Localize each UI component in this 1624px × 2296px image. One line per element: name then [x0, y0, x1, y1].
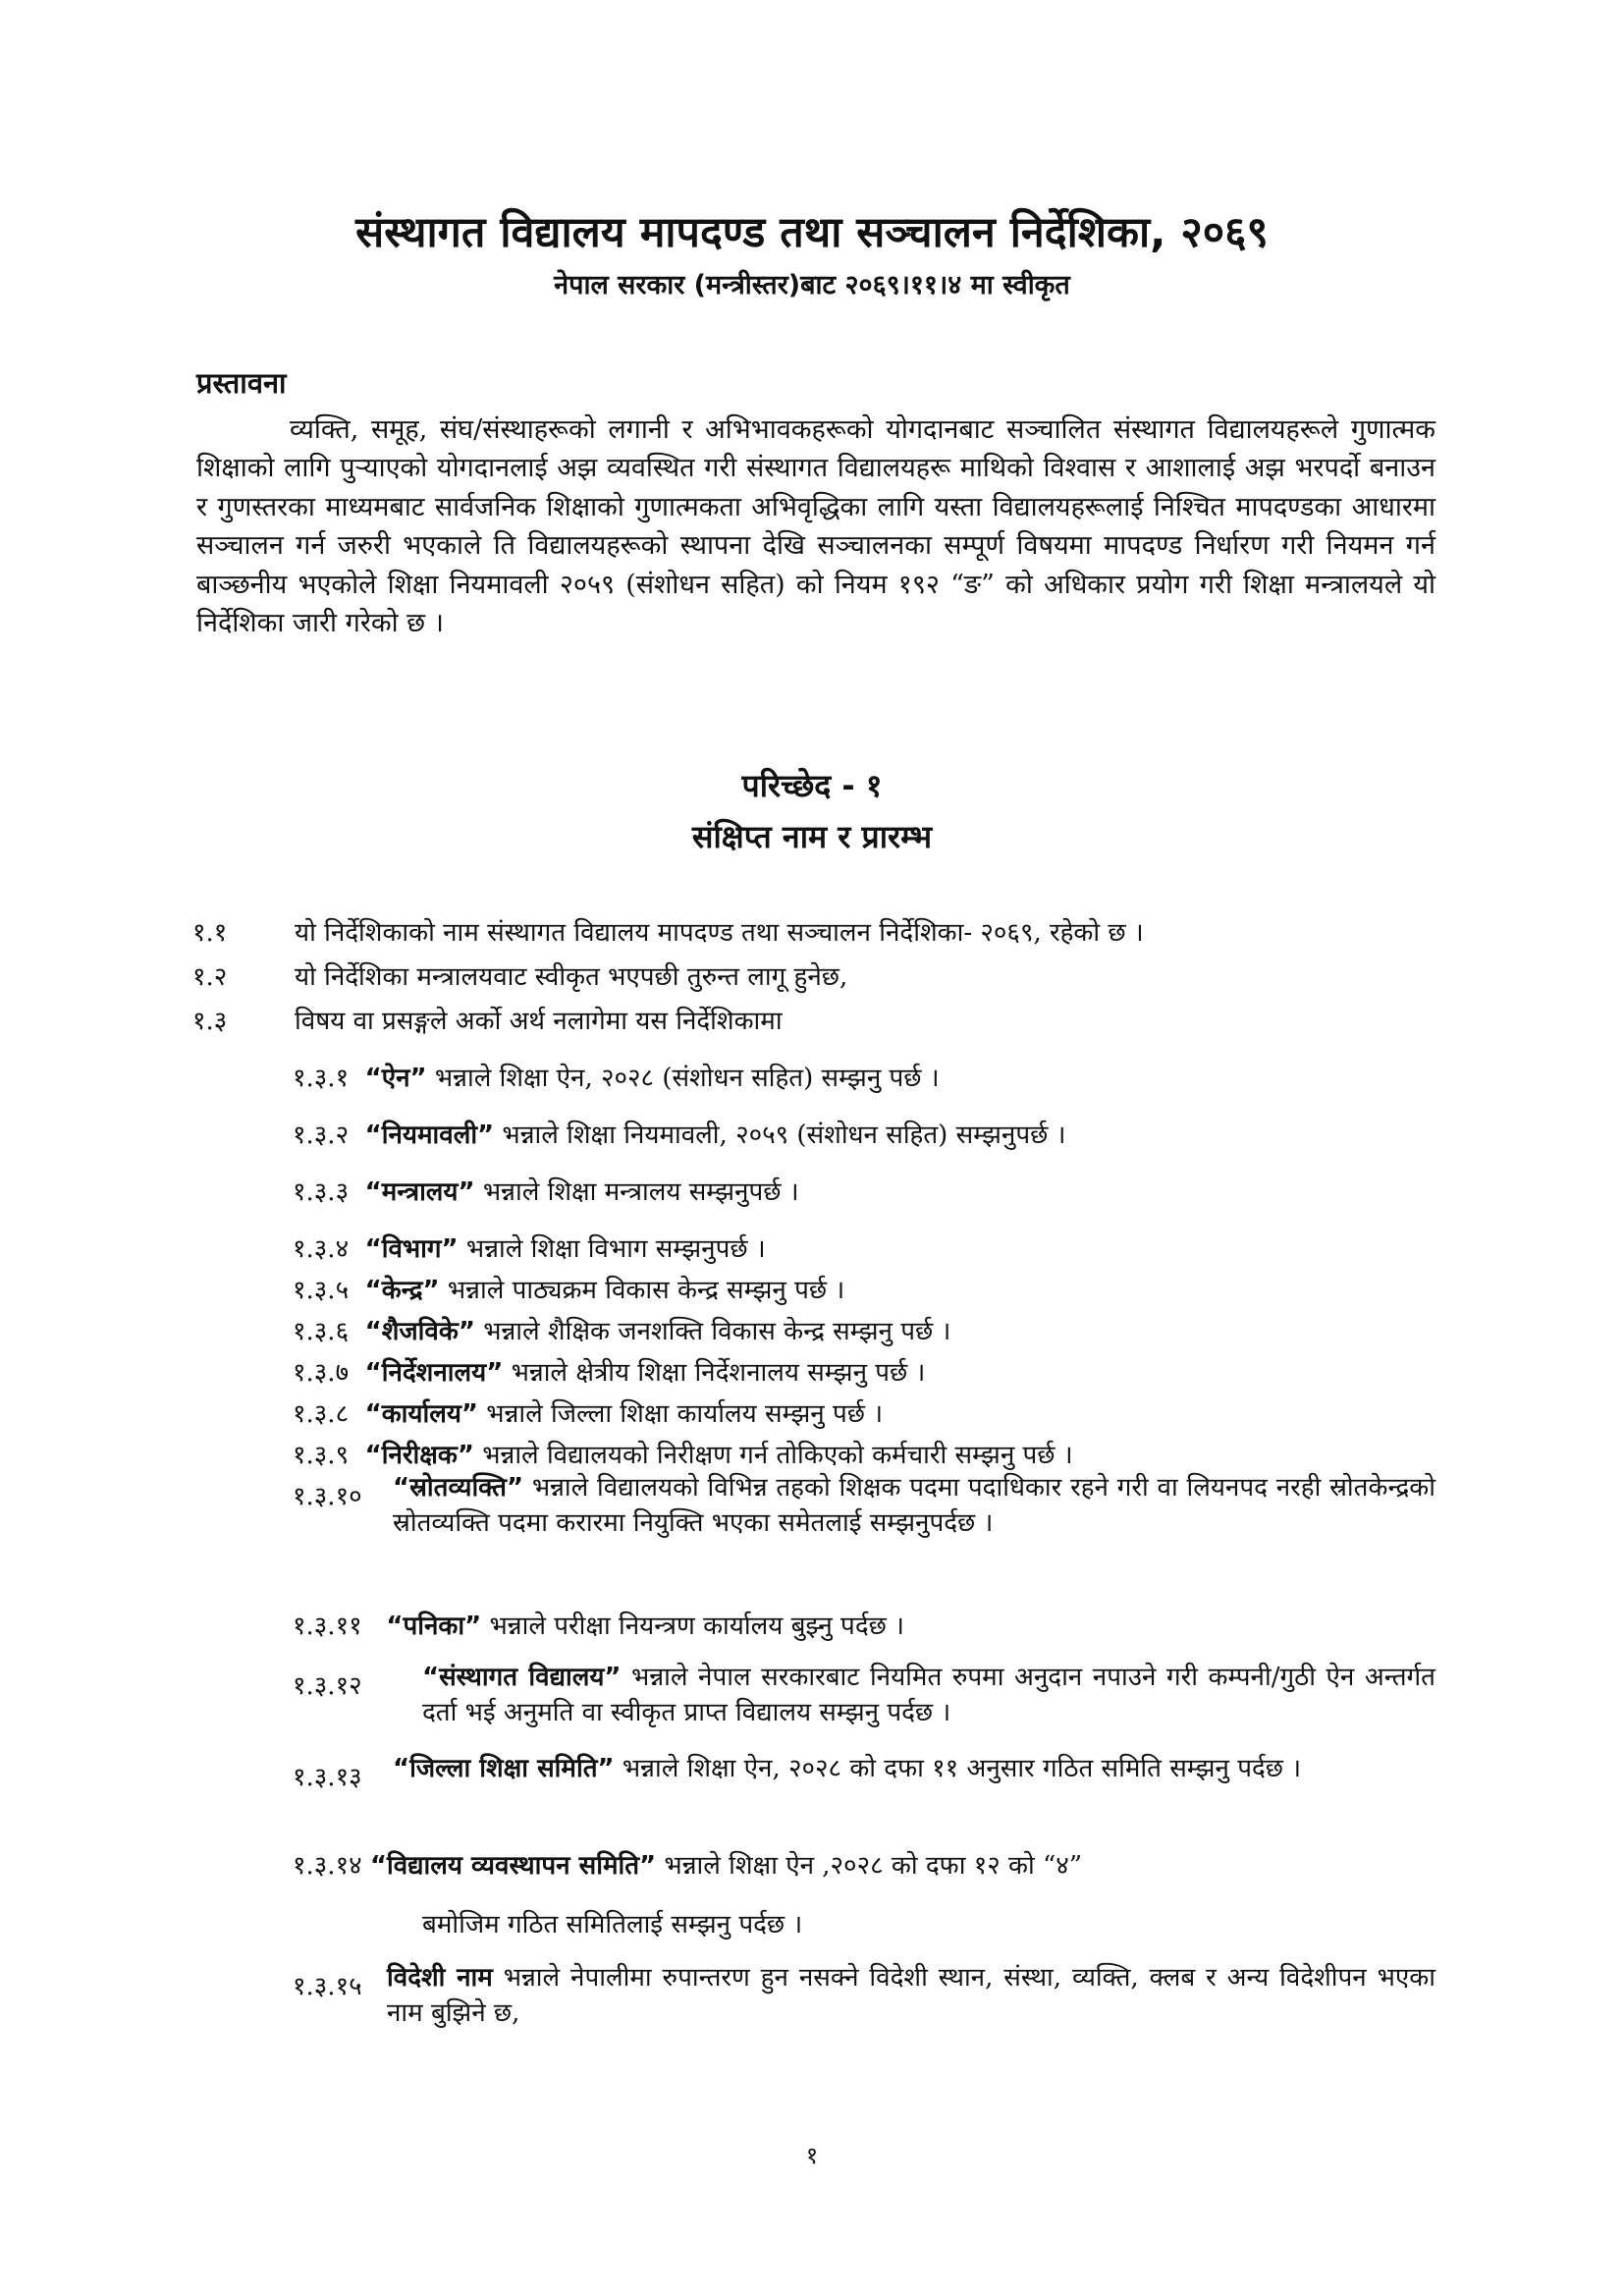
definition-term: “स्रोतव्यक्ति” [393, 1473, 524, 1503]
definition-text: भन्नाले शिक्षा विभाग सम्झनुपर्छ । [458, 1234, 766, 1264]
definition-text: भन्नाले जिल्ला शिक्षा कार्यालय सम्झनु पर्छ । [478, 1399, 884, 1429]
definition-term: “संस्थागत विद्यालय” [422, 1663, 622, 1692]
definition-item [387, 1960, 1435, 2031]
definition-term: “केन्द्र” [364, 1276, 440, 1305]
definition-item [293, 1353, 925, 1389]
chapter-number: परिच्छेद - १ [741, 767, 883, 804]
definition-number: १.३.५ [293, 1276, 350, 1305]
definition-continuation: बमोजिम गठित समितिलाई सम्झनु पर्दछ । [422, 1910, 803, 1940]
definition-term: “मन्त्रालय” [364, 1177, 475, 1207]
clause-text: विषय वा प्रसङ्गले अर्को अर्थ नलागेमा यस निर्देशिकामा [295, 1007, 783, 1036]
definition-item [293, 1312, 950, 1347]
definition-item [293, 1230, 766, 1265]
definition-term: “ऐन” [364, 1064, 427, 1093]
definition-number: १.३.१ [293, 1064, 350, 1093]
clause-number: १.३ [192, 1007, 228, 1036]
definition-text: भन्नाले पाठ्यक्रम विकास केन्द्र सम्झनु पर्छ । [439, 1276, 845, 1305]
definition-text: भन्नाले शिक्षा नियमावली, २०५९ (संशोधन सहित) सम्झनुपर्छ । [494, 1121, 1066, 1150]
definition-number: १.३.२ [293, 1121, 350, 1150]
clause-text: यो निर्देशिकाको नाम संस्थागत विद्यालय मापदण्ड तथा सञ्चालन निर्देशिका- २०६९, रहेको छ । [295, 918, 1144, 948]
definition-text: भन्नाले विद्यालयको विभिन्न तहको शिक्षक पदमा पदाधिकार रहने गरी वा लियनपद नरही स्रोतकेन्द्रको स्रोतव्यक्ति पदमा करारमा नियुक्ति भएका समेतलाई सम्झनुपर्दछ । [393, 1473, 1435, 1538]
preamble-heading: प्रस्तावना [196, 366, 287, 400]
definition-term: “विद्यालय व्यवस्थापन समिति” [369, 1851, 657, 1881]
definition-number: १.३.९ [293, 1441, 350, 1470]
definition-item [393, 1751, 1435, 1786]
document-subtitle: नेपाल सरकार (मन्त्रीस्तर)बाट २०६९।११।४ मा स्वीकृत [554, 270, 1070, 301]
definition-term: “शैजविके” [364, 1317, 475, 1346]
definition-text: भन्नाले नेपाल सरकारबाट नियमित रुपमा अनुदान नपाउने गरी कम्पनी/गुठी ऐन अन्तर्गत दर्ता भई अनुमति वा स्वीकृत प्राप्त विद्यालय सम्झनु पर्दछ । [422, 1663, 1435, 1727]
definition-text: भन्नाले शिक्षा ऐन, २०२८ को दफा ११ अनुसार गठित समिति सम्झनु पर्दछ । [614, 1754, 1302, 1783]
definition-term: “पनिका” [386, 1612, 482, 1641]
definition-number: १.३.१० [293, 1482, 362, 1511]
definition-text: भन्नाले विद्यालयको निरीक्षण गर्न तोकिएको कर्मचारी सम्झनु पर्छ । [473, 1441, 1073, 1470]
definition-item [293, 1846, 1082, 1882]
definition-number: १.३.४ [293, 1234, 350, 1264]
definition-number: १.३.१२ [293, 1671, 362, 1701]
definition-text: भन्नाले शिक्षा ऐन, २०२८ (संशोधन सहित) सम्झनु पर्छ । [426, 1064, 940, 1093]
definition-text: भन्नाले शिक्षा मन्त्रालय सम्झनुपर्छ । [474, 1177, 799, 1207]
definition-number: १.३.३ [293, 1177, 350, 1207]
clause-text: यो निर्देशिका मन्त्रालयवाट स्वीकृत भएपछी तुरुन्त लागू हुनेछ, [295, 962, 848, 992]
definition-number: १.३.१४ [293, 1851, 362, 1881]
clause-number: १.२ [192, 962, 228, 992]
definition-term: “नियमावली” [364, 1121, 495, 1150]
definition-text: भन्नाले नेपालीमा रुपान्तरण हुन नसक्ने विदेशी स्थान, संस्था, व्यक्ति, क्लब र अन्य विदेशीपन भएका नाम बुझिने छ, [387, 1963, 1435, 2028]
chapter-title: संक्षिप्त नाम र प्रारम्भ [691, 818, 933, 855]
definition-text: भन्नाले शैक्षिक जनशक्ति विकास केन्द्र सम्झनु पर्छ । [474, 1317, 951, 1346]
definition-number: १.३.७ [293, 1358, 350, 1388]
definition-item [393, 1470, 1435, 1541]
clause-number: १.१ [192, 918, 228, 948]
definition-number: १.३.८ [293, 1399, 350, 1429]
definition-term: “निरीक्षक” [364, 1441, 474, 1470]
definition-item [293, 1394, 883, 1430]
definition-item [293, 1059, 940, 1094]
document-title: संस्थागत विद्यालय मापदण्ड तथा सञ्चालन निर्देशिका, २०६९ [355, 208, 1269, 257]
page-number: १ [805, 2142, 819, 2169]
definition-term: “विभाग” [364, 1234, 459, 1264]
definition-term: “जिल्ला शिक्षा समिति” [393, 1754, 615, 1783]
definition-item [293, 1271, 844, 1306]
definition-number: १.३.६ [293, 1317, 350, 1346]
definition-text: भन्नाले क्षेत्रीय शिक्षा निर्देशनालय सम्झनु पर्छ । [503, 1358, 926, 1388]
definition-item [422, 1660, 1435, 1730]
definition-term: “कार्यालय” [364, 1399, 479, 1429]
definition-number: १.३.१३ [293, 1763, 362, 1792]
definition-term: “निर्देशनालय” [364, 1358, 504, 1388]
definition-item [293, 1116, 1065, 1151]
definition-text: भन्नाले परीक्षा नियन्त्रण कार्यालय बुझ्नु पर्दछ । [481, 1612, 904, 1641]
definition-item [293, 1173, 799, 1208]
definition-number: १.३.११ [293, 1612, 362, 1641]
preamble-body: व्यक्ति, समूह, संघ/संस्थाहरूको लगानी र अभिभावकहरूको योगदानबाट सञ्चालित संस्थागत विद्यालयहरूले गुणात्मक शिक्षाको लागि पुऱ्याएको योगदानलाई अझ व्यवस्थित गरी संस्थागत विद्यालयहरू माथिको विश्वास र आशालाई अझ भरपर्दो बनाउन र गुणस्तरका माध्यमबाट सार्वजनिक शिक्षाको गुणात्मकता अभिवृद्धिका लागि यस्ता विद्यालयहरूलाई निश्चित मापदण्डका आधारमा सञ्चालन गर्न जरुरी भएकाले ति विद्यालयहरूको स्थापना देखि सञ्चालनका सम्पूर्ण विषयमा मापदण्ड निर्धारण गरी नियमन गर्न बाञ्छनीय भएकोले शिक्षा नियमावली २०५९ (संशोधन सहित) को नियम १९२ “ङ” को अधिकार प्रयोग गरी शिक्षा मन्त्रालयले यो निर्देशिका जारी गरेको छ । [196, 414, 1435, 639]
definition-item [293, 1436, 1073, 1471]
definition-term: विदेशी नाम [387, 1963, 493, 1993]
definition-item [293, 1607, 904, 1642]
definition-number: १.३.१५ [293, 1972, 362, 2001]
definition-text: भन्नाले शिक्षा ऐन ,२०२८ को दफा १२ को “४” [656, 1851, 1083, 1881]
